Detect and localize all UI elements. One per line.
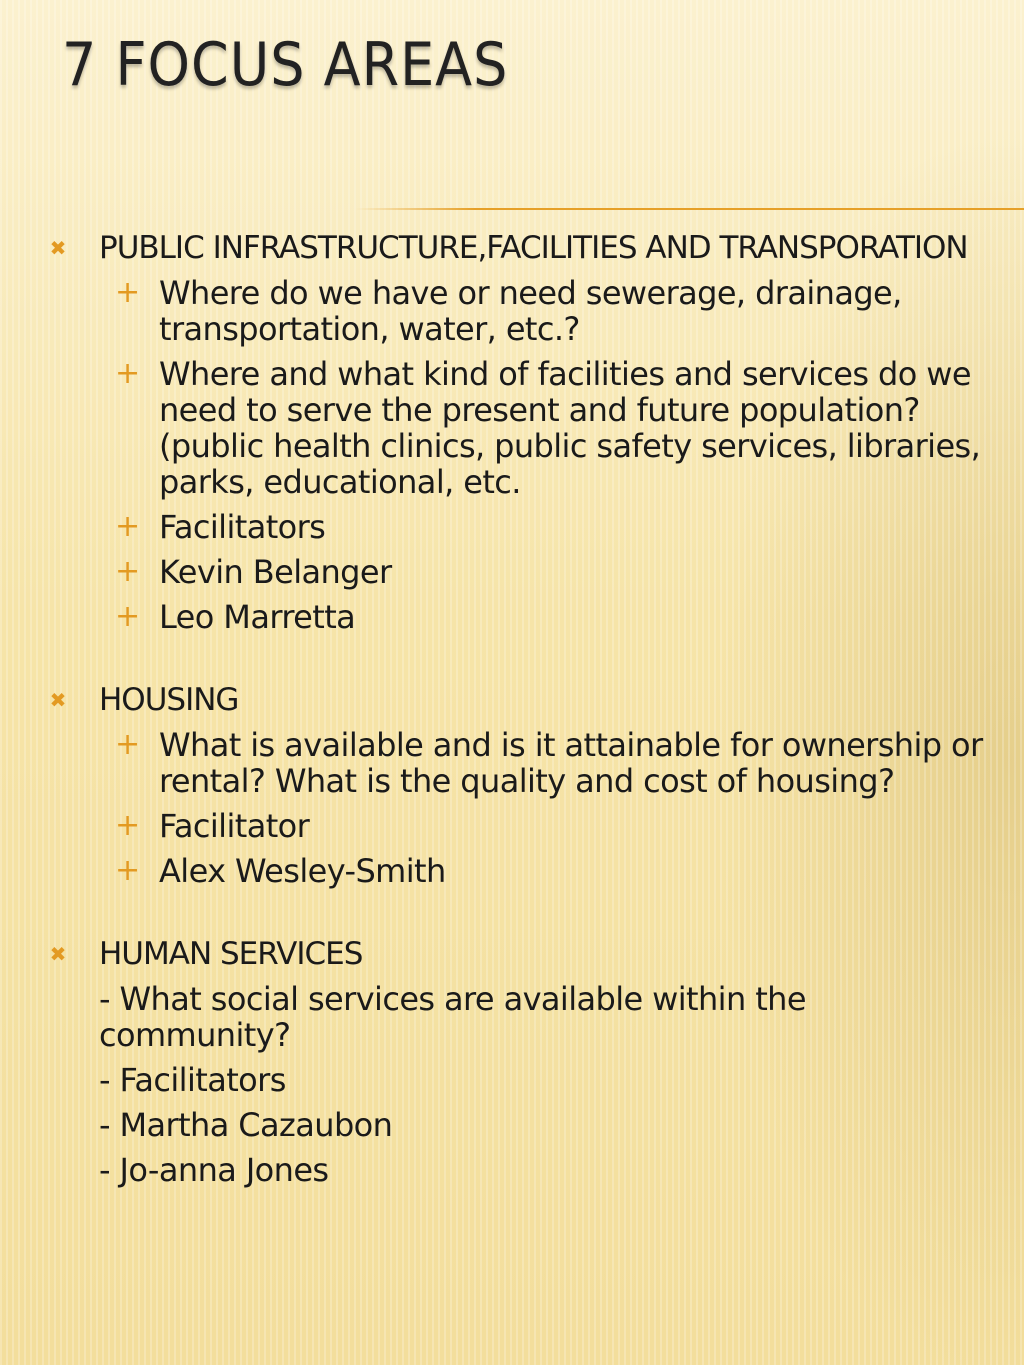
list-item-text: Alex Wesley-Smith: [159, 852, 446, 890]
plus-bullet-icon: +: [115, 509, 141, 544]
list-item: [0, 554, 1024, 590]
focus-area-human-services: [0, 936, 1024, 1188]
plus-bullet-icon: +: [115, 275, 141, 310]
sub-list: [0, 727, 1024, 889]
plus-bullet-icon: +: [115, 727, 141, 762]
section-heading-text: HOUSING: [99, 682, 239, 718]
slide-title: 7 FOCUS AREAS: [62, 30, 509, 100]
paragraph-line: - What social services are available within the community?: [99, 980, 806, 1054]
section-heading: [0, 682, 1024, 718]
list-item: [0, 853, 1024, 889]
paragraph-line: - Facilitators: [99, 1061, 286, 1099]
list-item-text: What is available and is it attainable for ownership or rental? What is the quality and cost of housing?: [159, 726, 983, 800]
list-item-text: Facilitators: [159, 508, 326, 546]
plus-bullet-icon: +: [115, 554, 141, 589]
plus-bullet-icon: +: [115, 808, 141, 843]
paragraph-line: - Martha Cazaubon: [99, 1106, 393, 1144]
x-bullet-icon: ✖: [49, 236, 67, 260]
plus-bullet-icon: +: [115, 853, 141, 888]
list-item-text: Facilitator: [159, 807, 310, 845]
plus-bullet-icon: +: [115, 356, 141, 391]
x-bullet-icon: ✖: [49, 688, 67, 712]
spacer: [0, 635, 1024, 682]
slide-content: [0, 230, 1024, 1188]
plus-bullet-icon: +: [115, 599, 141, 634]
list-item-text: Where do we have or need sewerage, drainage, transportation, water, etc.?: [159, 274, 902, 348]
section-heading: [0, 230, 1024, 266]
spacer: [0, 889, 1024, 936]
sub-list: [0, 275, 1024, 635]
focus-area-infrastructure: [0, 230, 1024, 635]
list-item: [0, 599, 1024, 635]
section-heading: [0, 936, 1024, 972]
section-heading-text: PUBLIC INFRASTRUCTURE,FACILITIES AND TRANSPORATION: [99, 230, 968, 266]
paragraph-line: - Jo-anna Jones: [99, 1151, 329, 1189]
list-item: [0, 808, 1024, 844]
section-heading-text: HUMAN SERVICES: [99, 936, 363, 972]
list-item-text: Leo Marretta: [159, 598, 356, 636]
list-item-text: Kevin Belanger: [159, 553, 392, 591]
list-item: [0, 275, 1024, 347]
title-divider: [355, 208, 1024, 210]
x-bullet-icon: ✖: [49, 942, 67, 966]
list-item: [0, 727, 1024, 799]
focus-area-housing: [0, 682, 1024, 889]
list-item-text: Where and what kind of facilities and services do we need to serve the present and future population? (public health clinics, public safety services, libraries, parks, educational, etc.: [159, 355, 981, 501]
list-item: [0, 509, 1024, 545]
list-item: [0, 356, 1024, 500]
